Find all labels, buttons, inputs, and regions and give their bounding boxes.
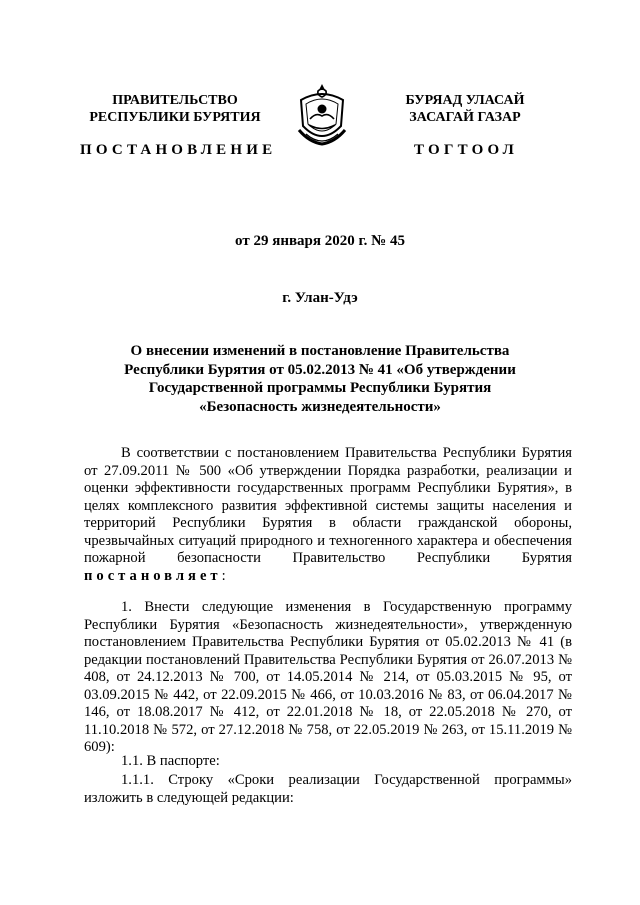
document-city: г. Улан-Удэ [282, 290, 358, 306]
coat-of-arms-icon [296, 82, 348, 148]
document-type-buryat: ТОГТООЛ [414, 142, 518, 158]
issuer-line-2-buryat: ЗАСАГАЙ ГАЗАР [409, 110, 521, 125]
clause-1-1-paragraph: 1.1. В паспорте: [121, 753, 220, 769]
resolution-verb: постановляет [84, 567, 222, 584]
clause-1-paragraph: 1. Внести следующие изменения в Государственную программу Республики Бурятия «Безопасность жизнедеятельности», утвержденную постановлением Правительства Республики Бурятия от 05.02.2013 № 41 (в редакции постановлений Правительства Республики Бурятия от 26.07.2013 № 408, от 24.12.2013 № 700, от 14.05.2014 № 214, от 05.03.2015 № 95, от 03.09.2015 № 442, от 22.09.2015 № 466, от 10.03.2016 № 83, от 06.04.2017 № 146, от 18.08.2017 № 412, от 22.01.2018 № 18, от 22.05.2018 № 270, от 11.10.2018 № 572, от 27.12.2018 № 758, от 22.05.2019 № 263, от 15.11.2019 № 609): [84, 599, 572, 755]
issuer-name-buryat [370, 92, 560, 126]
title-line: «Безопасность жизнедеятельности» [199, 398, 441, 415]
issuer-name-russian [80, 92, 270, 126]
document-type-russian: ПОСТАНОВЛЕНИЕ [80, 142, 277, 158]
issuer-line-1-buryat: БУРЯАД УЛАСАЙ [405, 93, 525, 108]
title-line: О внесении изменений в постановление Правительства [130, 343, 510, 359]
issuer-line-2: РЕСПУБЛИКИ БУРЯТИЯ [89, 110, 261, 125]
issuer-line-1: ПРАВИТЕЛЬСТВО [112, 93, 238, 108]
clause-1-1-1-paragraph: 1.1.1. Строку «Сроки реализации Государственной программы» изложить в следующей редакции: [84, 772, 572, 806]
preamble-paragraph [84, 445, 572, 585]
preamble-text: В соответствии с постановлением Правительства Республики Бурятия от 27.09.2011 № 500 «Об утверждении Порядка разработки, реализации и оценки эффективности государственных программ Республики Бурятия», в целях комплексного развития эффективной системы защиты населения и территорий Республики Бурятия в области гражданской обороны, чрезвычайных ситуаций природного и техногенного характера и обеспечения пожарной безопасности Правительство Республики Бурятия [84, 445, 572, 566]
preamble-end: : [221, 567, 226, 584]
title-line: Республики Бурятия от 05.02.2013 № 41 «Об утверждении [124, 361, 516, 378]
title-line: Государственной программы Республики Бурятия [148, 380, 492, 396]
document-title [100, 342, 540, 416]
document-date: от 29 января 2020 г. № 45 [235, 233, 405, 249]
